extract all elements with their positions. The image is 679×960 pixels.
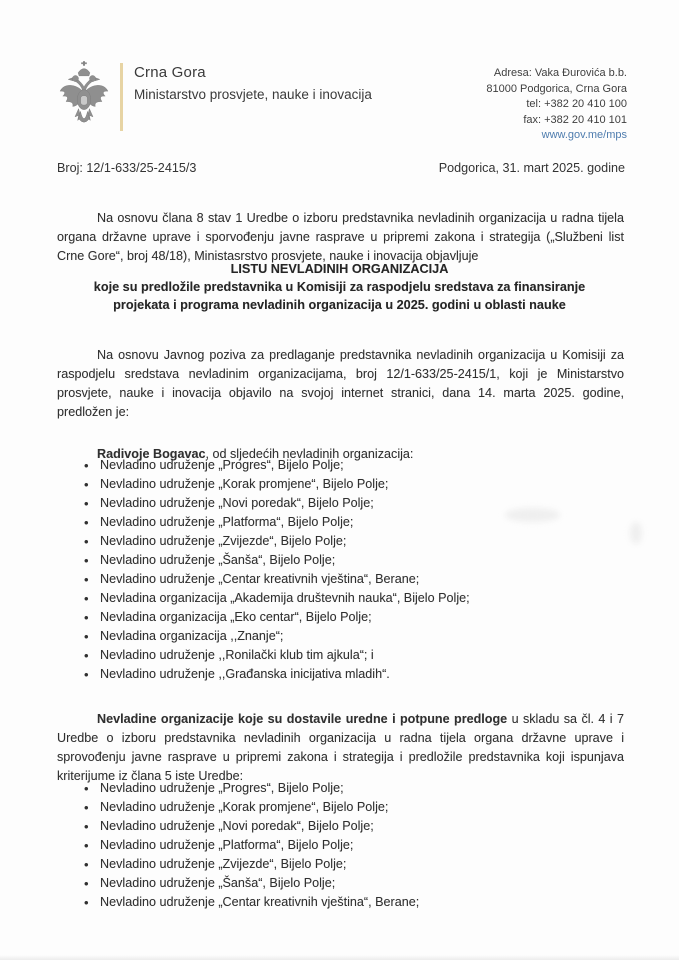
list-item: • Nevladino udruženje „Korak promjene“, Bijelo Polje; [100, 798, 624, 817]
list-item: • Nevladino udruženje „Zvijezde“, Bijelo Polje; [100, 532, 624, 551]
list-item: • Nevladino udruženje „Platforma“, Bijelo Polje; [100, 513, 624, 532]
list-item: • Nevladino udruženje „Progres“, Bijelo Polje; [100, 779, 624, 798]
nominee-name: Radivoje Bogavac [97, 446, 206, 461]
list-item: • Nevladino udruženje „Zvijezde“, Bijelo Polje; [100, 855, 624, 874]
ministry-name: Ministarstvo prosvjete, nauke i inovacija [134, 87, 372, 102]
contact-tel: tel: +382 20 410 100 [526, 98, 627, 110]
third-paragraph-lead: Nevladine organizacije koje su dostavile uredne i potpune predloge [97, 711, 508, 726]
place-date: Podgorica, 31. mart 2025. godine [438, 161, 625, 175]
title-line-3: projekata i programa nevladinih organizacija u 2025. godini u oblasti nauke [113, 298, 566, 312]
letterhead-divider [120, 63, 123, 131]
ngo-list-1 [57, 456, 624, 684]
ngo-list-2 [57, 779, 624, 912]
third-paragraph [57, 710, 624, 786]
list-item: • Nevladino udruženje „Platforma“, Bijelo Polje; [100, 836, 624, 855]
montenegro-coat-of-arms-icon [57, 60, 111, 134]
list-item: • Nevladino udruženje „Šanša“, Bijelo Polje; [100, 551, 624, 570]
list-item: • Nevladino udruženje „Novi poredak“, Bijelo Polje; [100, 494, 624, 513]
list-item: • Nevladino udruženje „Progres“, Bijelo Polje; [100, 456, 624, 475]
third-paragraph-rest: u skladu sa čl. 4 i 7 Uredbe o izboru predstavnika nevladinih organizacija u radna tijela organa državne uprave i sprovođenju javne rasprave u pripremi zakona i strategija i predložile predstavnika koji ispunjava kriterijume iz člana 5 iste Uredbe: [57, 711, 624, 783]
country-name: Crna Gora [134, 64, 206, 81]
contact-block [486, 66, 627, 144]
list-item: • Nevladino udruženje „Šanša“, Bijelo Polje; [100, 874, 624, 893]
list-item: • Nevladino udruženje „Korak promjene“, Bijelo Polje; [100, 475, 624, 494]
contact-address-line2: 81000 Podgorica, Crna Gora [486, 82, 627, 95]
document-title [0, 260, 679, 314]
title-line-1: LISTU NEVLADINIH ORGANIZACIJA [230, 262, 449, 276]
scan-smudge [630, 522, 642, 544]
title-line-2: koje su predložile predstavnika u Komisiji za raspodjelu sredstava za finansiranje [93, 280, 586, 294]
list-item: • Nevladina organizacija „Eko centar“, Bijelo Polje; [100, 608, 624, 627]
contact-fax: fax: +382 20 410 101 [523, 113, 627, 126]
document-number: Broj: 12/1-633/25-2415/3 [57, 161, 197, 175]
list-item: • Nevladino udruženje „Centar kreativnih vještina“, Berane; [100, 893, 624, 912]
list-item: • Nevladino udruženje ,,Građanska inicijativa mladih“. [100, 665, 624, 684]
list-item: • Nevladina organizacija ,,Znanje“; [100, 627, 624, 646]
intro-paragraph: Na osnovu člana 8 stav 1 Uredbe o izboru predstavnika nevladinih organizacija u radna tijela organa državne uprave i sporvođenju javne rasprave u pripremi zakona i strategija („Službeni list Crne Gore“, broj 48/18), Ministasrstvo prosvjete, nauke i inovacija objavljuje [57, 210, 624, 263]
letterhead [57, 60, 372, 134]
second-paragraph: Na osnovu Javnog poziva za predlaganje predstavnika nevladinih organizacija u Komisiji za raspodjelu sredstava nevladinim organizacijama, broj 12/1-633/25-2415/1, koji je Ministarstvo prosvjete, nauke i inovacija objavilo na svojoj internet stranici, dana 14. marta 2025. godine, predložen je: [57, 347, 624, 419]
contact-address-line1: Adresa: Vaka Đurovića b.b. [493, 67, 627, 79]
scan-smudge [505, 508, 560, 522]
nominee-suffix: , od sljedećih nevladinih organizacija: [205, 446, 414, 461]
website-link[interactable]: www.gov.me/mps [541, 129, 627, 141]
list-item: • Nevladino udruženje „Novi poredak“, Bijelo Polje; [100, 817, 624, 836]
list-item: • Nevladina organizacija „Akademija društevnih nauka“, Bijelo Polje; [100, 589, 624, 608]
list-item: • Nevladino udruženje „Centar kreativnih vještina“, Berane; [100, 570, 624, 589]
list-item: • Nevladino udruženje ,,Ronilački klub tim ajkula“; i [100, 646, 624, 665]
